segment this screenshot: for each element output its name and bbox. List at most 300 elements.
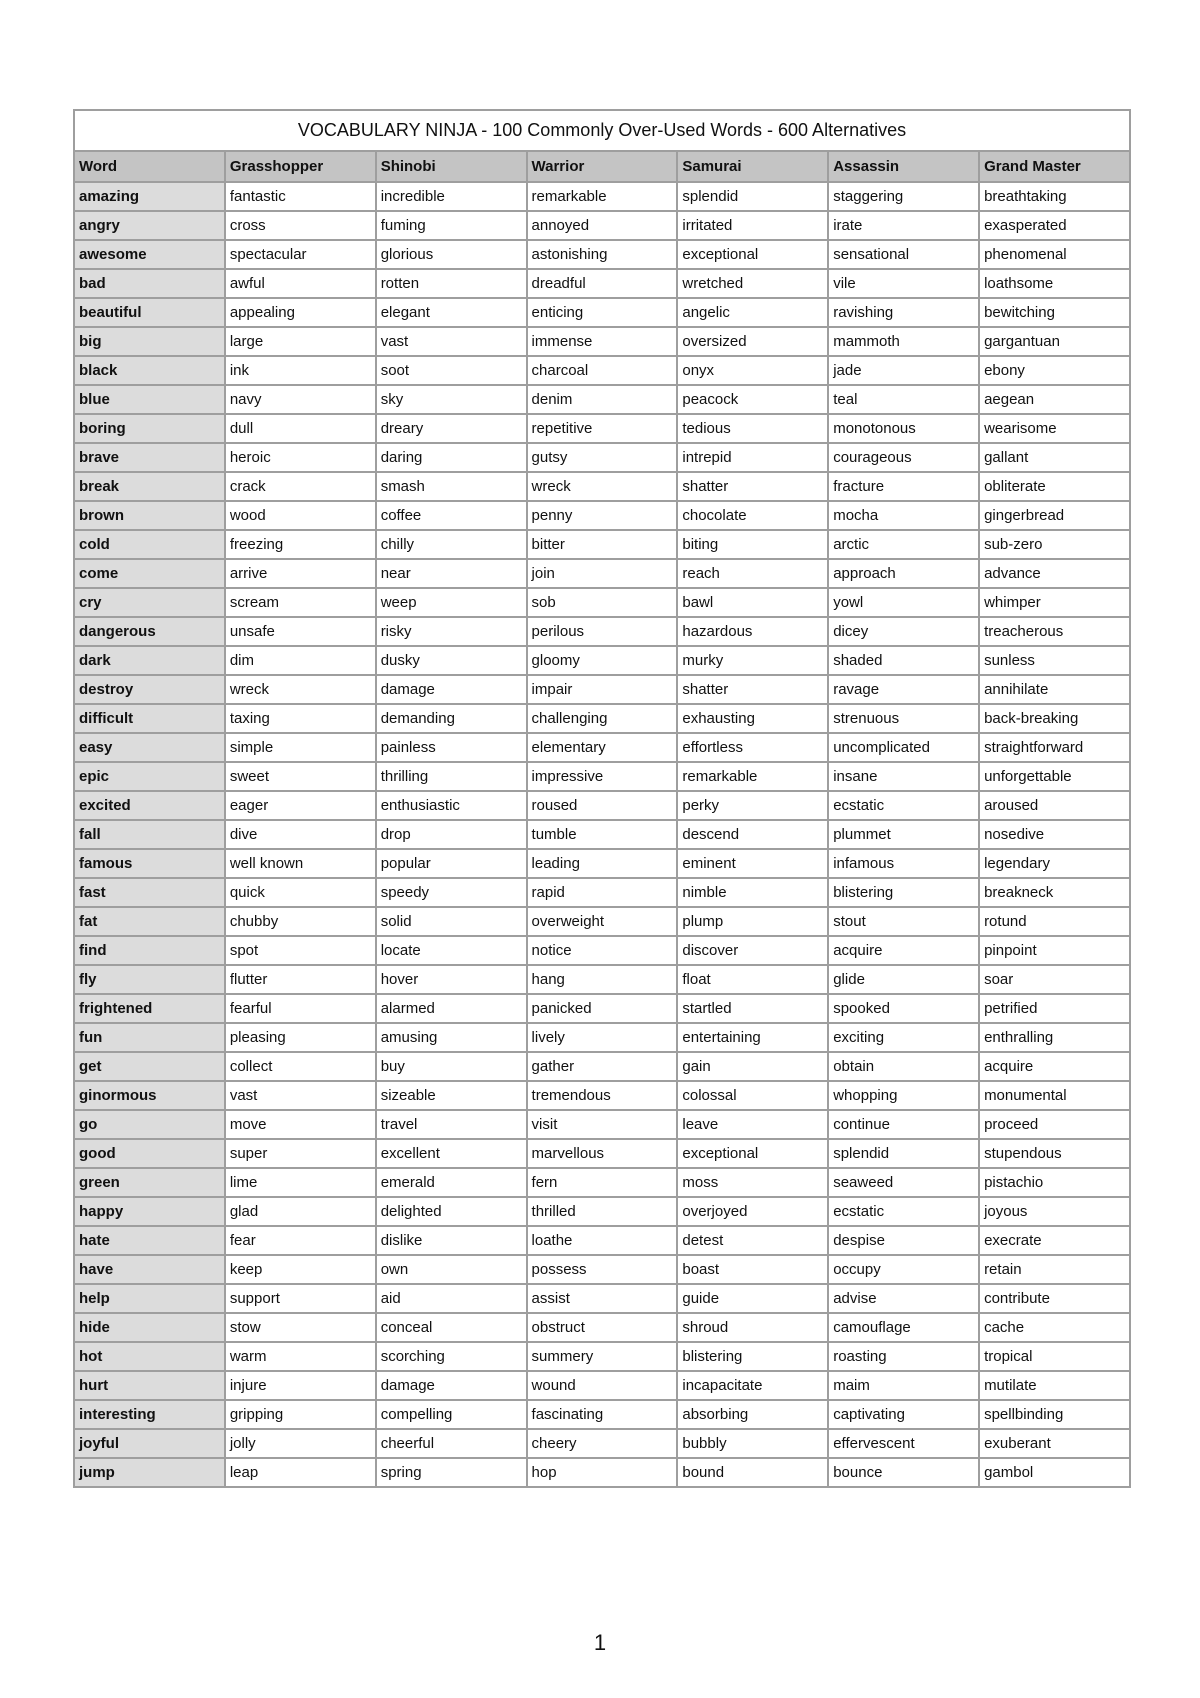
table-row [74, 1458, 1130, 1487]
alternative-cell: irate [828, 211, 979, 240]
alternative-cell: stupendous [979, 1139, 1130, 1168]
alternative-cell: summery [527, 1342, 678, 1371]
word-cell: jump [74, 1458, 225, 1487]
alternative-cell: rotten [376, 269, 527, 298]
alternative-cell: whimper [979, 588, 1130, 617]
table-row [74, 965, 1130, 994]
alternative-cell: plummet [828, 820, 979, 849]
alternative-cell: oversized [677, 327, 828, 356]
column-header-assassin: Assassin [828, 151, 979, 182]
alternative-cell: fascinating [527, 1400, 678, 1429]
alternative-cell: spring [376, 1458, 527, 1487]
word-cell: hurt [74, 1371, 225, 1400]
word-cell: cold [74, 530, 225, 559]
alternative-cell: back-breaking [979, 704, 1130, 733]
alternative-cell: tremendous [527, 1081, 678, 1110]
alternative-cell: overweight [527, 907, 678, 936]
alternative-cell: bound [677, 1458, 828, 1487]
table-row [74, 501, 1130, 530]
word-cell: frightened [74, 994, 225, 1023]
alternative-cell: move [225, 1110, 376, 1139]
alternative-cell: occupy [828, 1255, 979, 1284]
alternative-cell: spellbinding [979, 1400, 1130, 1429]
table-row [74, 211, 1130, 240]
table-row [74, 530, 1130, 559]
alternative-cell: tumble [527, 820, 678, 849]
alternative-cell: fear [225, 1226, 376, 1255]
alternative-cell: ravishing [828, 298, 979, 327]
table-row [74, 472, 1130, 501]
word-cell: destroy [74, 675, 225, 704]
alternative-cell: advise [828, 1284, 979, 1313]
table-row [74, 1313, 1130, 1342]
alternative-cell: phenomenal [979, 240, 1130, 269]
alternative-cell: risky [376, 617, 527, 646]
alternative-cell: gather [527, 1052, 678, 1081]
alternative-cell: reach [677, 559, 828, 588]
alternative-cell: ecstatic [828, 1197, 979, 1226]
alternative-cell: approach [828, 559, 979, 588]
alternative-cell: courageous [828, 443, 979, 472]
alternative-cell: irritated [677, 211, 828, 240]
word-cell: help [74, 1284, 225, 1313]
alternative-cell: rapid [527, 878, 678, 907]
alternative-cell: advance [979, 559, 1130, 588]
alternative-cell: cheerful [376, 1429, 527, 1458]
table-row [74, 762, 1130, 791]
alternative-cell: obliterate [979, 472, 1130, 501]
table-row [74, 675, 1130, 704]
alternative-cell: thrilled [527, 1197, 678, 1226]
alternative-cell: biting [677, 530, 828, 559]
word-cell: brave [74, 443, 225, 472]
table-row [74, 269, 1130, 298]
column-header-grand-master: Grand Master [979, 151, 1130, 182]
alternative-cell: acquire [979, 1052, 1130, 1081]
alternative-cell: ink [225, 356, 376, 385]
alternative-cell: compelling [376, 1400, 527, 1429]
alternative-cell: simple [225, 733, 376, 762]
alternative-cell: dislike [376, 1226, 527, 1255]
alternative-cell: assist [527, 1284, 678, 1313]
alternative-cell: roasting [828, 1342, 979, 1371]
alternative-cell: intrepid [677, 443, 828, 472]
alternative-cell: sub-zero [979, 530, 1130, 559]
table-row [74, 327, 1130, 356]
alternative-cell: bawl [677, 588, 828, 617]
alternative-cell: impair [527, 675, 678, 704]
alternative-cell: chocolate [677, 501, 828, 530]
alternative-cell: overjoyed [677, 1197, 828, 1226]
alternative-cell: painless [376, 733, 527, 762]
alternative-cell: loathsome [979, 269, 1130, 298]
alternative-cell: fern [527, 1168, 678, 1197]
alternative-cell: seaweed [828, 1168, 979, 1197]
alternative-cell: travel [376, 1110, 527, 1139]
alternative-cell: join [527, 559, 678, 588]
alternative-cell: dicey [828, 617, 979, 646]
alternative-cell: shatter [677, 675, 828, 704]
word-cell: ginormous [74, 1081, 225, 1110]
alternative-cell: boast [677, 1255, 828, 1284]
alternative-cell: jade [828, 356, 979, 385]
alternative-cell: quick [225, 878, 376, 907]
alternative-cell: dreary [376, 414, 527, 443]
alternative-cell: roused [527, 791, 678, 820]
alternative-cell: discover [677, 936, 828, 965]
table-row [74, 298, 1130, 327]
alternative-cell: demanding [376, 704, 527, 733]
alternative-cell: pistachio [979, 1168, 1130, 1197]
alternative-cell: entertaining [677, 1023, 828, 1052]
alternative-cell: panicked [527, 994, 678, 1023]
table-row [74, 1255, 1130, 1284]
alternative-cell: yowl [828, 588, 979, 617]
alternative-cell: aegean [979, 385, 1130, 414]
table-row [74, 443, 1130, 472]
alternative-cell: cross [225, 211, 376, 240]
alternative-cell: cheery [527, 1429, 678, 1458]
table-row [74, 1052, 1130, 1081]
alternative-cell: sky [376, 385, 527, 414]
alternative-cell: bounce [828, 1458, 979, 1487]
table-row [74, 559, 1130, 588]
alternative-cell: enthusiastic [376, 791, 527, 820]
alternative-cell: stout [828, 907, 979, 936]
alternative-cell: own [376, 1255, 527, 1284]
alternative-cell: mocha [828, 501, 979, 530]
alternative-cell: nimble [677, 878, 828, 907]
table-row [74, 704, 1130, 733]
alternative-cell: visit [527, 1110, 678, 1139]
alternative-cell: hop [527, 1458, 678, 1487]
alternative-cell: bitter [527, 530, 678, 559]
alternative-cell: dim [225, 646, 376, 675]
alternative-cell: hazardous [677, 617, 828, 646]
alternative-cell: mammoth [828, 327, 979, 356]
word-cell: big [74, 327, 225, 356]
alternative-cell: gloomy [527, 646, 678, 675]
alternative-cell: freezing [225, 530, 376, 559]
alternative-cell: onyx [677, 356, 828, 385]
word-cell: brown [74, 501, 225, 530]
alternative-cell: sweet [225, 762, 376, 791]
alternative-cell: stow [225, 1313, 376, 1342]
word-cell: get [74, 1052, 225, 1081]
alternative-cell: drop [376, 820, 527, 849]
alternative-cell: chilly [376, 530, 527, 559]
alternative-cell: blistering [677, 1342, 828, 1371]
alternative-cell: perilous [527, 617, 678, 646]
alternative-cell: possess [527, 1255, 678, 1284]
word-cell: blue [74, 385, 225, 414]
table-row [74, 907, 1130, 936]
alternative-cell: notice [527, 936, 678, 965]
alternative-cell: denim [527, 385, 678, 414]
word-cell: go [74, 1110, 225, 1139]
table-row [74, 385, 1130, 414]
alternative-cell: exuberant [979, 1429, 1130, 1458]
alternative-cell: tropical [979, 1342, 1130, 1371]
alternative-cell: solid [376, 907, 527, 936]
table-body [74, 182, 1130, 1487]
word-cell: black [74, 356, 225, 385]
alternative-cell: teal [828, 385, 979, 414]
alternative-cell: charcoal [527, 356, 678, 385]
alternative-cell: splendid [677, 182, 828, 211]
alternative-cell: gripping [225, 1400, 376, 1429]
alternative-cell: shatter [677, 472, 828, 501]
alternative-cell: descend [677, 820, 828, 849]
alternative-cell: dive [225, 820, 376, 849]
alternative-cell: elegant [376, 298, 527, 327]
alternative-cell: whopping [828, 1081, 979, 1110]
alternative-cell: ebony [979, 356, 1130, 385]
alternative-cell: scream [225, 588, 376, 617]
word-cell: famous [74, 849, 225, 878]
alternative-cell: tedious [677, 414, 828, 443]
alternative-cell: lime [225, 1168, 376, 1197]
alternative-cell: enticing [527, 298, 678, 327]
table-row [74, 617, 1130, 646]
alternative-cell: support [225, 1284, 376, 1313]
alternative-cell: remarkable [677, 762, 828, 791]
alternative-cell: exceptional [677, 1139, 828, 1168]
table-row [74, 1023, 1130, 1052]
alternative-cell: navy [225, 385, 376, 414]
alternative-cell: damage [376, 1371, 527, 1400]
alternative-cell: popular [376, 849, 527, 878]
table-row [74, 356, 1130, 385]
alternative-cell: vast [225, 1081, 376, 1110]
word-cell: angry [74, 211, 225, 240]
alternative-cell: annoyed [527, 211, 678, 240]
alternative-cell: gallant [979, 443, 1130, 472]
table-row [74, 1168, 1130, 1197]
alternative-cell: startled [677, 994, 828, 1023]
alternative-cell: gutsy [527, 443, 678, 472]
alternative-cell: mutilate [979, 1371, 1130, 1400]
alternative-cell: daring [376, 443, 527, 472]
alternative-cell: blistering [828, 878, 979, 907]
alternative-cell: aroused [979, 791, 1130, 820]
alternative-cell: buy [376, 1052, 527, 1081]
alternative-cell: hang [527, 965, 678, 994]
column-header-row [74, 151, 1130, 182]
alternative-cell: moss [677, 1168, 828, 1197]
alternative-cell: gargantuan [979, 327, 1130, 356]
word-cell: come [74, 559, 225, 588]
alternative-cell: thrilling [376, 762, 527, 791]
alternative-cell: wreck [225, 675, 376, 704]
alternative-cell: peacock [677, 385, 828, 414]
alternative-cell: wretched [677, 269, 828, 298]
table-row [74, 182, 1130, 211]
alternative-cell: ravage [828, 675, 979, 704]
alternative-cell: exceptional [677, 240, 828, 269]
alternative-cell: well known [225, 849, 376, 878]
alternative-cell: angelic [677, 298, 828, 327]
alternative-cell: soar [979, 965, 1130, 994]
alternative-cell: eager [225, 791, 376, 820]
word-cell: interesting [74, 1400, 225, 1429]
word-cell: boring [74, 414, 225, 443]
alternative-cell: gain [677, 1052, 828, 1081]
alternative-cell: contribute [979, 1284, 1130, 1313]
alternative-cell: captivating [828, 1400, 979, 1429]
alternative-cell: excellent [376, 1139, 527, 1168]
alternative-cell: wood [225, 501, 376, 530]
alternative-cell: spectacular [225, 240, 376, 269]
alternative-cell: elementary [527, 733, 678, 762]
alternative-cell: collect [225, 1052, 376, 1081]
alternative-cell: lively [527, 1023, 678, 1052]
alternative-cell: conceal [376, 1313, 527, 1342]
alternative-cell: amusing [376, 1023, 527, 1052]
alternative-cell: locate [376, 936, 527, 965]
alternative-cell: guide [677, 1284, 828, 1313]
alternative-cell: breathtaking [979, 182, 1130, 211]
word-cell: joyful [74, 1429, 225, 1458]
table-row [74, 878, 1130, 907]
alternative-cell: appealing [225, 298, 376, 327]
alternative-cell: insane [828, 762, 979, 791]
word-cell: beautiful [74, 298, 225, 327]
alternative-cell: splendid [828, 1139, 979, 1168]
word-cell: bad [74, 269, 225, 298]
word-cell: break [74, 472, 225, 501]
alternative-cell: bubbly [677, 1429, 828, 1458]
alternative-cell: uncomplicated [828, 733, 979, 762]
alternative-cell: annihilate [979, 675, 1130, 704]
word-cell: cry [74, 588, 225, 617]
column-header-samurai: Samurai [677, 151, 828, 182]
alternative-cell: murky [677, 646, 828, 675]
table-row [74, 240, 1130, 269]
word-cell: easy [74, 733, 225, 762]
alternative-cell: awful [225, 269, 376, 298]
table-row [74, 849, 1130, 878]
word-cell: happy [74, 1197, 225, 1226]
table-row [74, 1342, 1130, 1371]
alternative-cell: sensational [828, 240, 979, 269]
alternative-cell: wearisome [979, 414, 1130, 443]
table-row [74, 1110, 1130, 1139]
alternative-cell: exciting [828, 1023, 979, 1052]
word-cell: fast [74, 878, 225, 907]
word-cell: have [74, 1255, 225, 1284]
alternative-cell: impressive [527, 762, 678, 791]
alternative-cell: soot [376, 356, 527, 385]
alternative-cell: absorbing [677, 1400, 828, 1429]
alternative-cell: alarmed [376, 994, 527, 1023]
alternative-cell: effortless [677, 733, 828, 762]
word-cell: dangerous [74, 617, 225, 646]
table-row [74, 414, 1130, 443]
alternative-cell: shroud [677, 1313, 828, 1342]
alternative-cell: coffee [376, 501, 527, 530]
alternative-cell: incapacitate [677, 1371, 828, 1400]
alternative-cell: wound [527, 1371, 678, 1400]
alternative-cell: camouflage [828, 1313, 979, 1342]
alternative-cell: staggering [828, 182, 979, 211]
alternative-cell: strenuous [828, 704, 979, 733]
word-cell: excited [74, 791, 225, 820]
table-row [74, 733, 1130, 762]
alternative-cell: colossal [677, 1081, 828, 1110]
alternative-cell: scorching [376, 1342, 527, 1371]
word-cell: fly [74, 965, 225, 994]
table-row [74, 1226, 1130, 1255]
word-cell: amazing [74, 182, 225, 211]
alternative-cell: weep [376, 588, 527, 617]
word-cell: awesome [74, 240, 225, 269]
column-header-grasshopper: Grasshopper [225, 151, 376, 182]
alternative-cell: emerald [376, 1168, 527, 1197]
alternative-cell: proceed [979, 1110, 1130, 1139]
alternative-cell: obstruct [527, 1313, 678, 1342]
alternative-cell: continue [828, 1110, 979, 1139]
alternative-cell: hover [376, 965, 527, 994]
table-row [74, 1429, 1130, 1458]
alternative-cell: acquire [828, 936, 979, 965]
word-cell: green [74, 1168, 225, 1197]
alternative-cell: perky [677, 791, 828, 820]
alternative-cell: glide [828, 965, 979, 994]
alternative-cell: fuming [376, 211, 527, 240]
alternative-cell: wreck [527, 472, 678, 501]
word-cell: good [74, 1139, 225, 1168]
alternative-cell: leave [677, 1110, 828, 1139]
alternative-cell: exhausting [677, 704, 828, 733]
alternative-cell: speedy [376, 878, 527, 907]
alternative-cell: ecstatic [828, 791, 979, 820]
alternative-cell: leading [527, 849, 678, 878]
alternative-cell: smash [376, 472, 527, 501]
alternative-cell: super [225, 1139, 376, 1168]
word-cell: find [74, 936, 225, 965]
alternative-cell: gingerbread [979, 501, 1130, 530]
alternative-cell: straightforward [979, 733, 1130, 762]
word-cell: fall [74, 820, 225, 849]
alternative-cell: arctic [828, 530, 979, 559]
table-row [74, 1284, 1130, 1313]
alternative-cell: spooked [828, 994, 979, 1023]
alternative-cell: fracture [828, 472, 979, 501]
alternative-cell: treacherous [979, 617, 1130, 646]
alternative-cell: float [677, 965, 828, 994]
alternative-cell: nosedive [979, 820, 1130, 849]
alternative-cell: near [376, 559, 527, 588]
alternative-cell: delighted [376, 1197, 527, 1226]
alternative-cell: unsafe [225, 617, 376, 646]
word-cell: dark [74, 646, 225, 675]
table-row [74, 1081, 1130, 1110]
alternative-cell: crack [225, 472, 376, 501]
alternative-cell: shaded [828, 646, 979, 675]
alternative-cell: challenging [527, 704, 678, 733]
alternative-cell: petrified [979, 994, 1130, 1023]
table-row [74, 646, 1130, 675]
alternative-cell: breakneck [979, 878, 1130, 907]
alternative-cell: effervescent [828, 1429, 979, 1458]
column-header-word: Word [74, 151, 225, 182]
alternative-cell: despise [828, 1226, 979, 1255]
word-cell: epic [74, 762, 225, 791]
alternative-cell: chubby [225, 907, 376, 936]
word-cell: hate [74, 1226, 225, 1255]
alternative-cell: exasperated [979, 211, 1130, 240]
